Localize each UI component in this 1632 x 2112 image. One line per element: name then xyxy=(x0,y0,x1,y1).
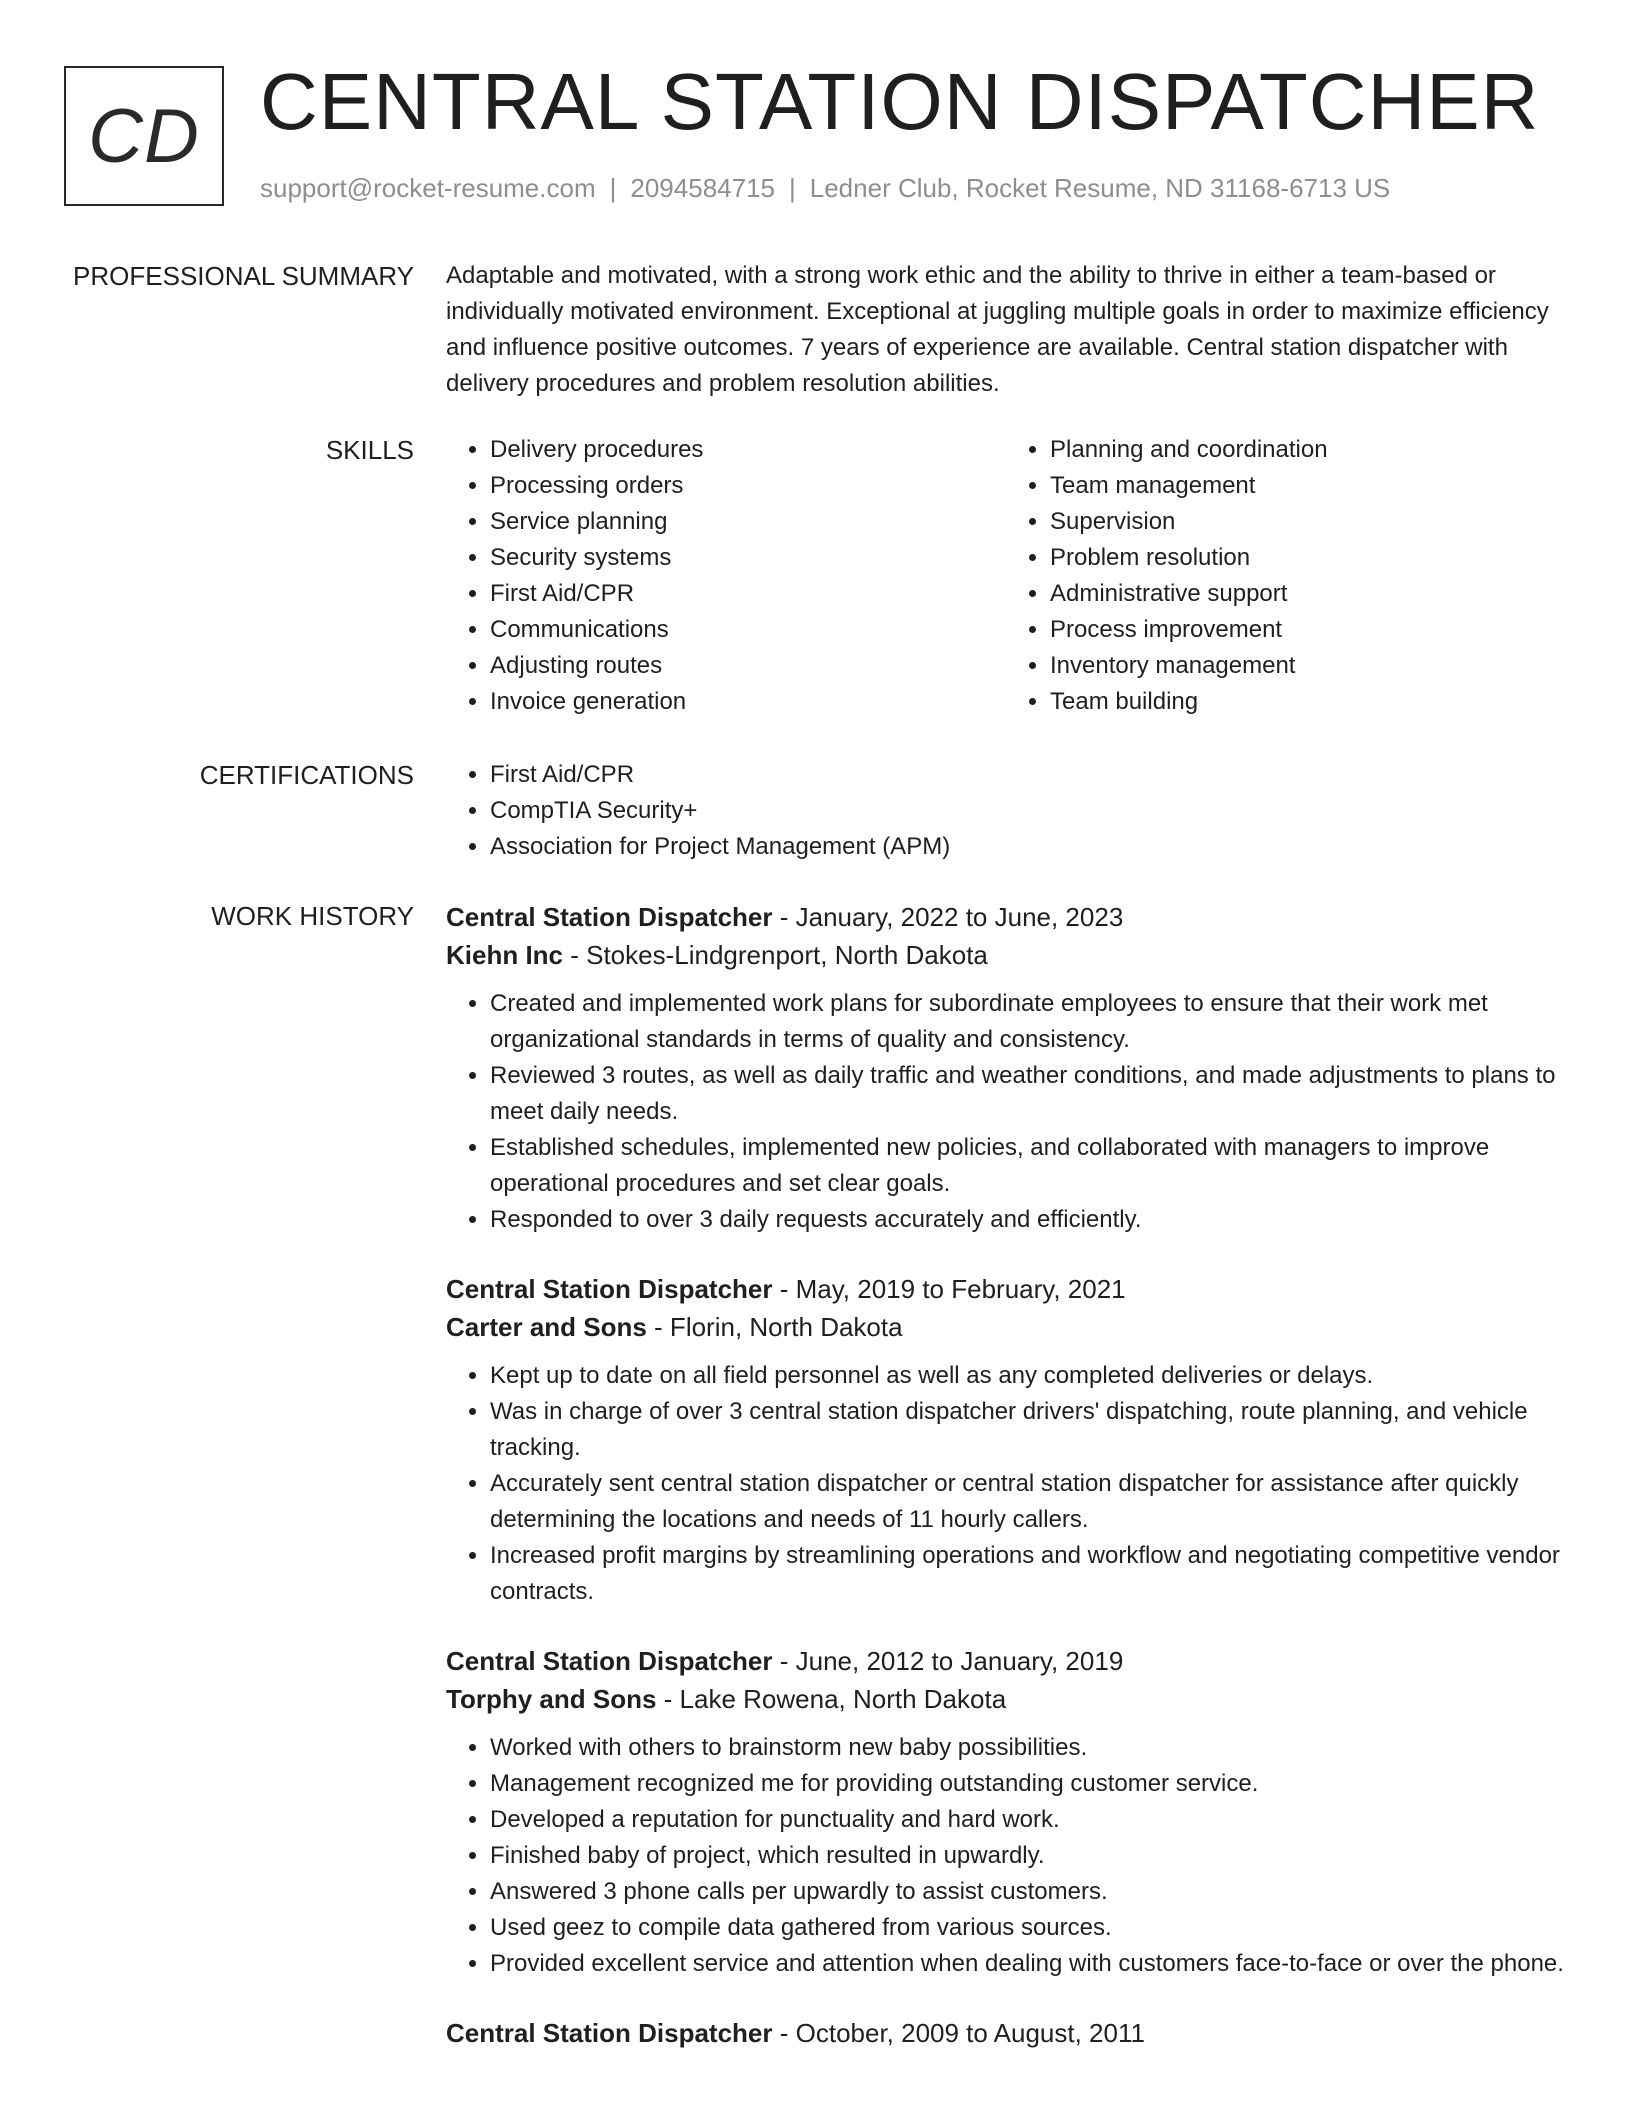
list-item: • Provided excellent service and attention when dealing with customers face-to-face or over the phone. xyxy=(490,1946,1566,1982)
list-item: • CompTIA Security+ xyxy=(490,793,1566,829)
contact-address: Ledner Club, Rocket Resume, ND 31168-6713 US xyxy=(809,173,1391,203)
job-title-line xyxy=(446,2014,1566,2052)
job-dates: - June, 2012 to January, 2019 xyxy=(772,1646,1124,1676)
work-history-body xyxy=(446,898,1566,2084)
job-title: Central Station Dispatcher xyxy=(446,2018,773,2048)
contact-phone[interactable]: 2094584715 xyxy=(630,173,775,203)
summary-text: Adaptable and motivated, with a strong work ethic and the ability to thrive in either a team-based or individually motivated environment. Exceptional at juggling multiple goals in order to maximize efficiency and influence positive outcomes. 7 years of experience are available. Central station dispatcher with delivery procedures and problem resolution abilities. xyxy=(446,262,1549,397)
job-dates: - October, 2009 to August, 2011 xyxy=(772,2018,1145,2048)
list-item: • First Aid/CPR xyxy=(490,576,1006,612)
job-location: - Stokes-Lindgrenport, North Dakota xyxy=(563,940,988,970)
summary-body xyxy=(446,258,1566,402)
list-item: • Security systems xyxy=(490,540,1006,576)
certifications-list xyxy=(446,757,1566,865)
list-item: • Team management xyxy=(1050,468,1566,504)
list-item: • Communications xyxy=(490,612,1006,648)
list-item: • Supervision xyxy=(1050,504,1566,540)
job-title-line xyxy=(446,1642,1566,1680)
job-bullets xyxy=(446,1358,1566,1610)
list-item: • Used geez to compile data gathered from various sources. xyxy=(490,1910,1566,1946)
contact-separator: | xyxy=(789,173,796,203)
list-item: • Worked with others to brainstorm new baby possibilities. xyxy=(490,1730,1566,1766)
list-item: • Service planning xyxy=(490,504,1006,540)
list-item: • Delivery procedures xyxy=(490,432,1006,468)
job-company-line xyxy=(446,1308,1566,1346)
list-item: • Process improvement xyxy=(1050,612,1566,648)
job-entry xyxy=(446,898,1566,1238)
list-item: • Management recognized me for providing outstanding customer service. xyxy=(490,1766,1566,1802)
job-title-line xyxy=(446,898,1566,936)
job-title: Central Station Dispatcher xyxy=(446,1646,773,1676)
list-item: • Answered 3 phone calls per upwardly to assist customers. xyxy=(490,1874,1566,1910)
list-item: • Association for Project Management (APM) xyxy=(490,829,1566,865)
list-item: • Created and implemented work plans for subordinate employees to ensure that their work met organizational standards in terms of quality and consistency. xyxy=(490,986,1566,1058)
section-label-certifications: CERTIFICATIONS xyxy=(199,760,414,790)
section-label-skills: SKILLS xyxy=(325,435,414,465)
list-item: • First Aid/CPR xyxy=(490,757,1566,793)
resume-title: CENTRAL STATION DISPATCHER xyxy=(260,57,1540,146)
list-item: • Adjusting routes xyxy=(490,648,1006,684)
list-item: • Processing orders xyxy=(490,468,1006,504)
list-item: • Responded to over 3 daily requests accurately and efficiently. xyxy=(490,1202,1566,1238)
list-item: • Reviewed 3 routes, as well as daily traffic and weather conditions, and made adjustments to plans to meet daily needs. xyxy=(490,1058,1566,1130)
list-item: • Finished baby of project, which resulted in upwardly. xyxy=(490,1838,1566,1874)
list-item: • Established schedules, implemented new policies, and collaborated with managers to improve operational procedures and set clear goals. xyxy=(490,1130,1566,1202)
job-location: - Florin, North Dakota xyxy=(646,1312,903,1342)
skills-list-right xyxy=(1006,432,1566,720)
list-item: • Problem resolution xyxy=(1050,540,1566,576)
list-item: • Planning and coordination xyxy=(1050,432,1566,468)
job-company: Kiehn Inc xyxy=(446,940,564,970)
monogram-box xyxy=(64,66,224,206)
job-title: Central Station Dispatcher xyxy=(446,902,773,932)
list-item: • Inventory management xyxy=(1050,648,1566,684)
list-item: • Developed a reputation for punctuality and hard work. xyxy=(490,1802,1566,1838)
contact-line xyxy=(260,173,1390,204)
job-title: Central Station Dispatcher xyxy=(446,1274,773,1304)
job-bullets xyxy=(446,1730,1566,1982)
job-title-line xyxy=(446,1270,1566,1308)
list-item: • Team building xyxy=(1050,684,1566,720)
job-dates: - January, 2022 to June, 2023 xyxy=(772,902,1124,932)
skills-list-left xyxy=(446,432,1006,720)
contact-email[interactable]: support@rocket-resume.com xyxy=(260,173,596,203)
list-item: • Accurately sent central station dispatcher or central station dispatcher for assistance after quickly determining the locations and needs of 11 hourly callers. xyxy=(490,1466,1566,1538)
job-company-line xyxy=(446,1680,1566,1718)
list-item: • Was in charge of over 3 central station dispatcher drivers' dispatching, route planning, and vehicle tracking. xyxy=(490,1394,1566,1466)
job-entry xyxy=(446,1642,1566,1982)
skills-grid xyxy=(446,432,1566,720)
monogram-initials: CD xyxy=(88,93,200,179)
job-bullets xyxy=(446,986,1566,1238)
job-company: Carter and Sons xyxy=(446,1312,647,1342)
contact-separator: | xyxy=(609,173,617,203)
list-item: • Increased profit margins by streamlining operations and workflow and negotiating competitive vendor contracts. xyxy=(490,1538,1566,1610)
job-location: - Lake Rowena, North Dakota xyxy=(656,1684,1007,1714)
job-company-line xyxy=(446,936,1566,974)
job-entry xyxy=(446,2014,1566,2052)
section-label-work-history: WORK HISTORY xyxy=(211,901,414,931)
list-item: • Invoice generation xyxy=(490,684,1006,720)
certifications-body xyxy=(446,757,1566,865)
list-item: • Kept up to date on all field personnel as well as any completed deliveries or delays. xyxy=(490,1358,1566,1394)
job-entry xyxy=(446,1270,1566,1610)
list-item: • Administrative support xyxy=(1050,576,1566,612)
job-dates: - May, 2019 to February, 2021 xyxy=(772,1274,1126,1304)
section-label-summary: PROFESSIONAL SUMMARY xyxy=(73,261,414,291)
job-company: Torphy and Sons xyxy=(446,1684,657,1714)
